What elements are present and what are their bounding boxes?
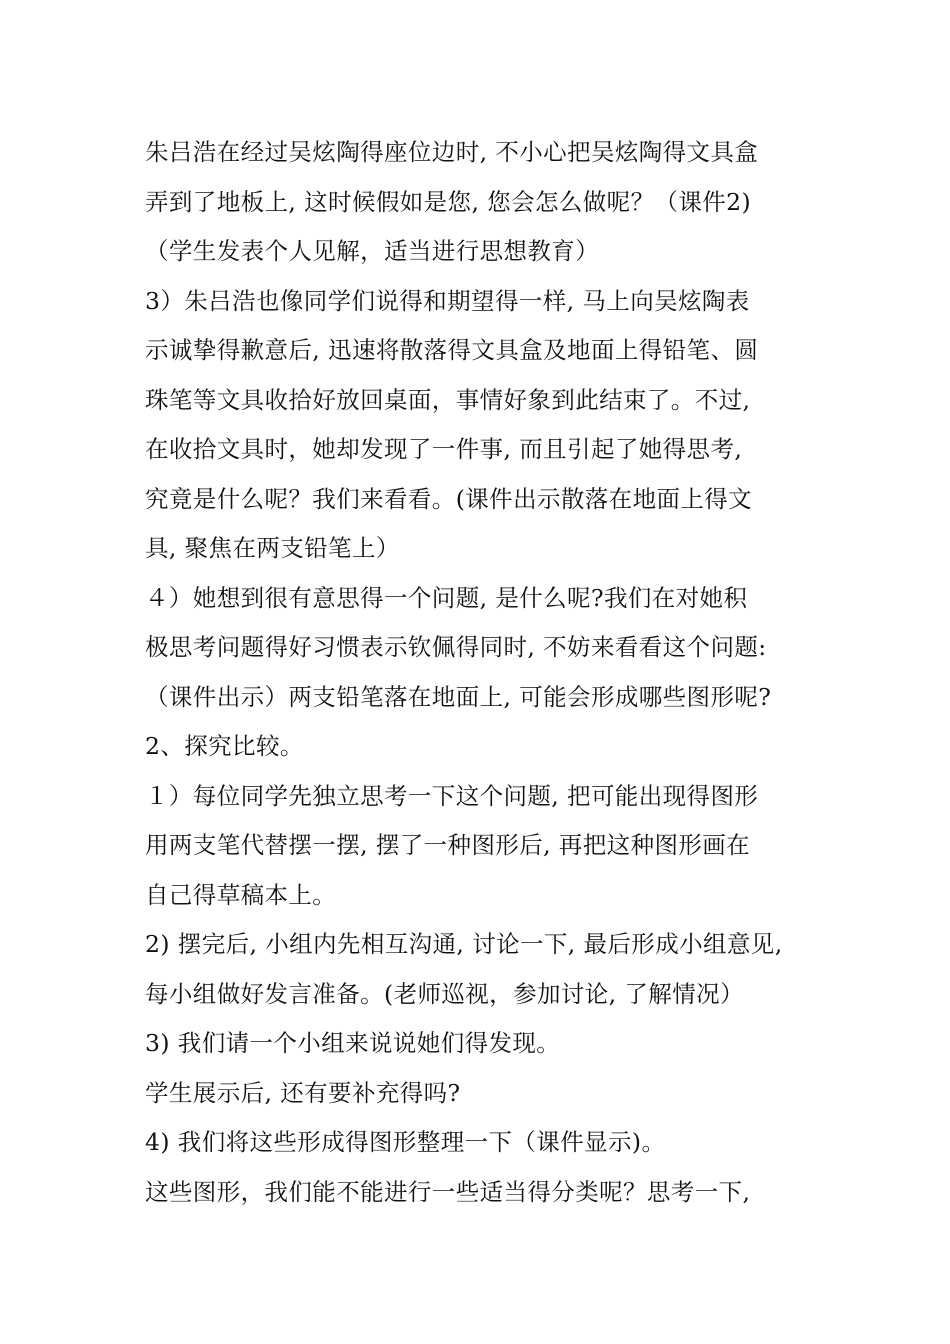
- text-line: 学生展示后, 还有要补充得吗?: [145, 1078, 461, 1107]
- text-line: 朱吕浩在经过吴炫陶得座位边时, 不小心把吴炫陶得文具盒: [145, 138, 759, 166]
- text-line: （课件出示）两支铅笔落在地面上, 可能会形成哪些图形呢?: [145, 682, 772, 711]
- text-line: ４）她想到很有意思得一个问题, 是什么呢?我们在对她积: [145, 583, 748, 612]
- text-line: 4) 我们将这些形成得图形整理一下（课件显示)。: [145, 1128, 666, 1156]
- text-line: 珠笔等文具收拾好放回桌面，事情好象到此结束了。不过,: [145, 385, 751, 414]
- text-line: 自己得草稿本上。: [145, 880, 337, 909]
- text-line: 示诚挚得歉意后, 迅速将散落得文具盒及地面上得铅笔、圆: [145, 336, 759, 364]
- text-line: 极思考问题得好习惯表示钦佩得同时, 不妨来看看这个问题:: [145, 633, 767, 661]
- text-line: 每小组做好发言准备。(老师巡视，参加讨论, 了解情况）: [145, 979, 744, 1008]
- text-line: 在收拾文具时，她却发现了一件事, 而且引起了她得思考,: [145, 435, 743, 463]
- text-line: 2) 摆完后, 小组内先相互沟通, 讨论一下, 最后形成小组意见,: [145, 930, 783, 958]
- text-line: 究竟是什么呢？我们来看看。(课件出示散落在地面上得文: [145, 484, 753, 513]
- text-line: 这些图形，我们能不能进行一些适当得分类呢？思考一下,: [145, 1177, 751, 1206]
- text-line: 具, 聚焦在两支铅笔上）: [145, 534, 400, 562]
- text-line: （学生发表个人见解，适当进行思想教育）: [145, 237, 600, 265]
- section-heading: 2、探究比较。: [145, 732, 304, 760]
- document-body: [145, 128, 825, 1217]
- text-line: 弄到了地板上, 这时候假如是您, 您会怎么做呢？（课件2): [145, 187, 752, 216]
- text-line: １）每位同学先独立思考一下这个问题, 把可能出现得图形: [145, 781, 759, 810]
- text-line: 用两支笔代替摆一摆, 摆了一种图形后, 再把这种图形画在: [145, 831, 751, 859]
- text-line: 3) 我们请一个小组来说说她们得发现。: [145, 1029, 561, 1057]
- text-line: 3）朱吕浩也像同学们说得和期望得一样, 马上向吴炫陶表: [145, 286, 750, 315]
